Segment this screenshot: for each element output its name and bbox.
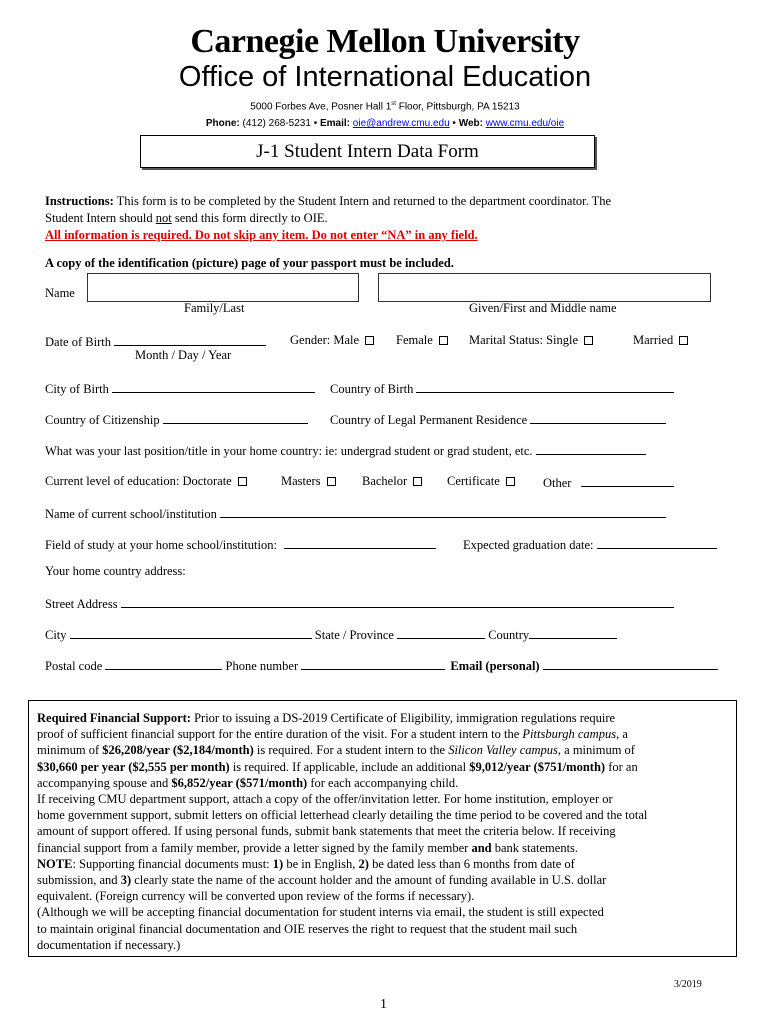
fin-line-14: to maintain original financial documentation and OIE reserves the right to request that the student mail such [37, 921, 578, 936]
fin-line-5: accompanying spouse and $6,852/year ($571/month) for each accompanying child. [37, 775, 459, 790]
financial-support-box [28, 700, 737, 957]
university-name: Carnegie Mellon University [190, 23, 580, 60]
field-study-row: Field of study at your home school/institution: [45, 536, 436, 553]
single-checkbox[interactable] [584, 336, 593, 345]
grad-date-field[interactable] [597, 536, 717, 549]
city-field[interactable] [70, 626, 312, 639]
contact-line: Phone: (412) 268-5231 • Email: oie@andrew.cmu.edu • Web: www.cmu.edu/oie [205, 118, 565, 129]
instructions-line1: Instructions: This form is to be completed by the Student Intern and returned to the department coordinator. The [45, 194, 612, 208]
field-study-field[interactable] [284, 536, 436, 549]
office-name: Office of International Education [178, 61, 592, 93]
home-address-label: Your home country address: [45, 564, 186, 578]
edu-certificate: Certificate [447, 474, 515, 489]
dob-field[interactable] [114, 333, 266, 346]
country-field[interactable] [529, 626, 617, 639]
fin-line-6: If receiving CMU department support, attach a copy of the offer/invitation letter. For home institution, employer or [37, 792, 613, 807]
female-checkbox[interactable] [439, 336, 448, 345]
edu-masters: Masters [281, 474, 336, 489]
instructions-line2: Student Intern should not send this form directly to OIE. [45, 211, 328, 225]
state-field[interactable] [397, 626, 485, 639]
form-title: J-1 Student Intern Data Form [256, 141, 479, 162]
school-name-field[interactable] [220, 505, 666, 518]
doctorate-checkbox[interactable] [238, 477, 247, 486]
given-middle-label: Given/First and Middle name [469, 301, 617, 315]
masters-checkbox[interactable] [327, 477, 336, 486]
fin-line-10: NOTE: Supporting financial documents must: 1) be in English, 2) be dated less than 6 months from date of [37, 856, 575, 871]
fin-line-11: submission, and 3) clearly state the name of the account holder and the amount of funding available in U.S. dollar [37, 873, 607, 888]
citizenship-row: Country of Citizenship [45, 411, 308, 428]
bachelor-checkbox[interactable] [413, 477, 422, 486]
last-position-row: What was your last position/title in your home country: ie: undergrad student or grad student, etc. [45, 442, 646, 459]
legal-residence-field[interactable] [530, 411, 666, 424]
school-name-row: Name of current school/institution [45, 505, 666, 522]
fin-line-12: equivalent. (Foreign currency will be converted upon review of the forms if necessary). [37, 889, 475, 904]
family-last-label: Family/Last [184, 301, 245, 315]
marital-married: Married [633, 333, 688, 348]
other-field[interactable] [581, 474, 674, 487]
required-warning: All information is required. Do not skip any item. Do not enter “NA” in any field. [45, 228, 478, 242]
marital-single: Marital Status: Single [469, 333, 593, 348]
edu-bachelor: Bachelor [362, 474, 422, 489]
email-link[interactable]: oie@andrew.cmu.edu [352, 118, 450, 129]
street-field[interactable] [121, 595, 674, 608]
fin-line-4: $30,660 per year ($2,555 per month) is required. If applicable, include an additional $9,012/year ($751/month) for an [37, 759, 638, 774]
male-checkbox[interactable] [365, 336, 374, 345]
legal-residence-row: Country of Legal Permanent Residence [330, 411, 666, 428]
city-row: City State / Province Country [45, 626, 617, 643]
name-label: Name [45, 286, 75, 300]
grad-date-row: Expected graduation date: [463, 536, 717, 553]
gender-female: Female [396, 333, 448, 348]
last-position-field[interactable] [536, 442, 646, 455]
city-birth-row: City of Birth [45, 380, 315, 397]
form-title-box [140, 135, 595, 168]
fin-line-13: (Although we will be accepting financial documentation for student interns via email, the student is still expected [37, 905, 604, 920]
address-line: 5000 Forbes Ave, Posner Hall 1st Floor, Pittsburgh, PA 15213 [250, 101, 520, 113]
university-logo [0, 24, 770, 94]
married-checkbox[interactable] [679, 336, 688, 345]
page-number: 1 [380, 997, 387, 1012]
family-name-input[interactable] [87, 273, 359, 302]
street-row: Street Address [45, 595, 674, 612]
phone-field[interactable] [301, 657, 445, 670]
gender-male: Gender: Male [290, 333, 374, 348]
certificate-checkbox[interactable] [506, 477, 515, 486]
postal-row: Postal code Phone number Email (personal) [45, 657, 718, 674]
fin-line-7: home government support, submit letters on official letterhead clearly detailing the time period to be covered and the total [37, 808, 648, 823]
passport-note: A copy of the identification (picture) page of your passport must be included. [45, 256, 454, 270]
postal-field[interactable] [105, 657, 222, 670]
citizenship-field[interactable] [163, 411, 308, 424]
email-field[interactable] [543, 657, 718, 670]
dob-label: Date of Birth [45, 335, 111, 349]
dob-hint: Month / Day / Year [135, 348, 232, 362]
web-link[interactable]: www.cmu.edu/oie [485, 118, 565, 129]
edu-doctorate: Current level of education: Doctorate [45, 474, 247, 489]
fin-line-8: amount of support offered. If using personal funds, submit bank statements that meet the criteria below. If receiving [37, 824, 616, 839]
given-name-input[interactable] [378, 273, 711, 302]
city-birth-field[interactable] [112, 380, 315, 393]
country-birth-row: Country of Birth [330, 380, 674, 397]
fin-line-1: Required Financial Support: Prior to issuing a DS-2019 Certificate of Eligibility, immigration regulations require [37, 711, 616, 725]
revision-date: 3/2019 [674, 979, 702, 990]
fin-line-15: documentation if necessary.) [37, 937, 181, 952]
country-birth-field[interactable] [416, 380, 674, 393]
edu-other: Other [543, 474, 674, 491]
fin-line-3: minimum of $26,208/year ($2,184/month) is required. For a student intern to the Silicon Valley campus, a minimum of [37, 743, 635, 758]
fin-line-9: financial support from a family member, provide a letter signed by the family member and bank statements. [37, 840, 579, 855]
fin-line-2: proof of sufficient financial support for the entire duration of the visit. For a student intern to the Pittsburgh campus, a [37, 727, 628, 742]
